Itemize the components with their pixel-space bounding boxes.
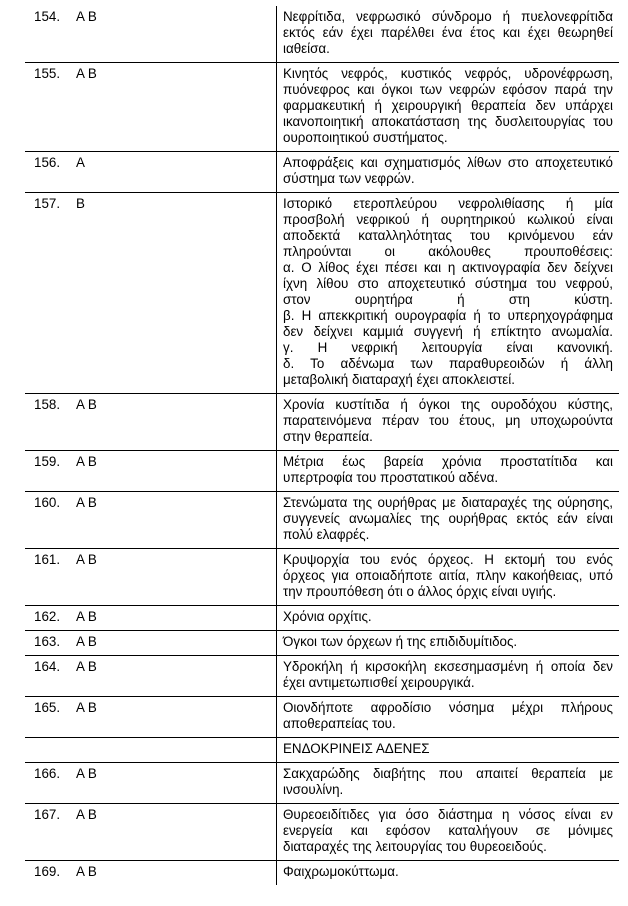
table-row <box>25 394 619 451</box>
item-code-cell <box>25 492 277 549</box>
item-description-cell <box>277 394 620 451</box>
item-categories: Α Β <box>76 659 97 674</box>
item-number: 158. <box>34 397 61 412</box>
table-row <box>25 193 619 394</box>
item-number: 160. <box>34 495 61 510</box>
item-description-cell <box>277 492 620 549</box>
criteria-table-body <box>25 6 619 885</box>
description-line: υπερτροφία του προστατικού αδένα. <box>283 470 499 485</box>
item-code-cell <box>25 656 277 697</box>
description-line: ινσουλίνη. <box>283 782 344 797</box>
item-code-cell <box>25 193 277 394</box>
item-categories: Α Β <box>76 634 97 649</box>
item-number: 163. <box>34 634 61 649</box>
item-code-cell <box>25 63 277 152</box>
description-line: συγγενείς ανωμαλίες της ουρήθρας εκτός εάν είναι <box>283 511 613 526</box>
description-line: έχει αντιμετωπισθεί χειρουργικά. <box>283 675 475 690</box>
item-code-cell <box>25 861 277 886</box>
criteria-table <box>25 6 619 885</box>
description-line: Μέτρια έως βαρεία χρόνια προστατίτιδα και <box>283 454 613 469</box>
description-line: προσβολή νεφρικού ή ουρητηρικού κωλικού είναι <box>283 212 613 227</box>
item-number: 156. <box>34 155 61 170</box>
item-categories: Α Β <box>76 9 97 24</box>
description-line: δ. Το αδένωμα των παραθυρεοιδών ή άλλη <box>283 356 613 371</box>
description-line: φαρμακευτική ή χειρουργική θεραπεία δεν υπάρχει <box>283 98 613 113</box>
table-row <box>25 763 619 804</box>
description-line: ΕΝΔΟΚΡΙΝΕΙΣ ΑΔΕΝΕΣ <box>283 741 430 756</box>
item-description-cell <box>277 549 620 606</box>
description-line: Νεφρίτιδα, νεφρωσικό σύνδρομο ή πυελονεφρίτιδα <box>283 9 613 24</box>
table-row <box>25 549 619 606</box>
description-line: ενεργεία και εφόσον καταλήγουν σε μόνιμες <box>283 823 613 838</box>
table-row <box>25 804 619 861</box>
item-number: 157. <box>34 196 61 211</box>
item-description-cell <box>277 152 620 193</box>
item-code-cell <box>25 804 277 861</box>
description-line: ιαθείσα. <box>283 41 330 56</box>
item-description-cell <box>277 63 620 152</box>
table-row <box>25 606 619 631</box>
table-row <box>25 656 619 697</box>
item-description-cell <box>277 6 620 63</box>
description-line: Κινητός νεφρός, κυστικός νεφρός, υδρονέφρωση, <box>283 66 613 81</box>
description-line: Ιστορικό ετεροπλεύρου νεφρολιθίασης ή μία <box>283 196 613 211</box>
item-description-cell <box>277 631 620 656</box>
item-categories: Α Β <box>76 807 97 822</box>
item-code-cell <box>25 549 277 606</box>
description-line: Χρόνια ορχίτις. <box>283 609 372 624</box>
item-code-cell <box>25 738 277 763</box>
description-line: ικανοποιητική αποκατάσταση της δυσλειτουργίας του <box>283 114 613 129</box>
item-description-cell <box>277 606 620 631</box>
item-number: 161. <box>34 552 61 567</box>
description-line: Κρυψορχία του ενός όρχεος. Η εκτομή του ενός <box>283 552 613 567</box>
item-description-cell <box>277 738 620 763</box>
item-number: 167. <box>34 807 61 822</box>
description-line: παρατεινόμενα πέραν του έτους, μη υποχωρούντα <box>283 413 613 428</box>
description-line: ουροποιητικού συστήματος. <box>283 130 448 145</box>
item-number: 159. <box>34 454 61 469</box>
item-description-cell <box>277 763 620 804</box>
item-categories: Α Β <box>76 609 97 624</box>
description-line: Σακχαρώδης διαβήτης που απαιτεί θεραπεία με <box>283 766 613 781</box>
description-line: Φαιχρωμοκύττωμα. <box>283 864 399 879</box>
description-line: στην θεραπεία. <box>283 429 373 444</box>
item-number: 162. <box>34 609 61 624</box>
item-code-cell <box>25 763 277 804</box>
description-line: Στενώματα της ουρήθρας με διαταραχές της ούρησης, <box>283 495 613 510</box>
item-number: 165. <box>34 700 61 715</box>
description-line: Αποφράξεις και σχηματισμός λίθων στο αποχετευτικό <box>283 155 613 170</box>
item-categories: Α Β <box>76 864 97 879</box>
description-line: Οιονδήποτε αφροδίσιο νόσημα μέχρι πλήρους <box>283 700 613 715</box>
description-line: αποθεραπείας του. <box>283 716 396 731</box>
description-line: γ. Η νεφρική λειτουργία είναι κανονική. <box>283 340 613 355</box>
item-code-cell <box>25 6 277 63</box>
item-description-cell <box>277 193 620 394</box>
description-line: β. Η απεκκριτική ουρογραφία ή το υπερηχογράφημα <box>283 308 613 323</box>
description-line: στον ουρητήρα ή στη κύστη. <box>283 292 613 307</box>
item-categories: Α Β <box>76 66 97 81</box>
table-row <box>25 738 619 763</box>
description-line: Όγκοι των όρχεων ή της επιδιδυμίτιδος. <box>283 634 518 649</box>
item-description-cell <box>277 451 620 492</box>
item-description-cell <box>277 697 620 738</box>
item-categories: Β <box>76 196 85 211</box>
item-description-cell <box>277 656 620 697</box>
description-line: πολύ ελαφρές. <box>283 527 370 542</box>
table-row <box>25 152 619 193</box>
description-line: α. Ο λίθος έχει πέσει και η ακτινογραφία δεν δείχνει <box>283 260 613 275</box>
description-line: Υδροκήλη ή κιρσοκήλη εκσεσημασμένη ή οποία δεν <box>283 659 613 674</box>
description-line: μεταβολική διαταραχή έχει αποκλειστεί. <box>283 372 515 387</box>
item-number: 166. <box>34 766 61 781</box>
table-row <box>25 63 619 152</box>
description-line: πληρούνται οι ακόλουθες προυποθέσεις: <box>283 244 613 259</box>
table-row <box>25 6 619 63</box>
table-row <box>25 451 619 492</box>
item-categories: Α Β <box>76 766 97 781</box>
item-code-cell <box>25 451 277 492</box>
item-description-cell <box>277 861 620 886</box>
item-categories: Α Β <box>76 700 97 715</box>
description-line: διαταραχές της λειτουργίας του θυρεοειδούς. <box>283 839 547 854</box>
description-line: αποδεκτά καταλληλότητας του κρινόμενου εάν <box>283 228 613 243</box>
item-categories: Α Β <box>76 552 97 567</box>
item-categories: Α Β <box>76 397 97 412</box>
item-code-cell <box>25 152 277 193</box>
item-number: 154. <box>34 9 61 24</box>
description-line: πυόνεφρος και όγκοι των νεφρών εφόσον παρά την <box>283 82 613 97</box>
description-line: εκτός εάν έχει παρέλθει ένα έτος και έχει θεωρηθεί <box>283 25 613 40</box>
item-categories: Α Β <box>76 454 97 469</box>
item-number: 155. <box>34 66 61 81</box>
item-categories: Α Β <box>76 495 97 510</box>
item-number: 164. <box>34 659 61 674</box>
item-categories: Α <box>76 155 85 170</box>
item-code-cell <box>25 606 277 631</box>
description-line: σύστημα των νεφρών. <box>283 171 415 186</box>
item-description-cell <box>277 804 620 861</box>
table-row <box>25 861 619 886</box>
item-code-cell <box>25 697 277 738</box>
table-row <box>25 631 619 656</box>
table-row <box>25 492 619 549</box>
item-number: 169. <box>34 864 61 879</box>
description-line: όρχεος για οποιαδήποτε αιτία, πλην κακοήθειας, υπό <box>283 568 613 583</box>
table-row <box>25 697 619 738</box>
item-code-cell <box>25 631 277 656</box>
description-line: ίχνη λίθου στο αποχετευτικό σύστημα του νεφρού, <box>283 276 613 291</box>
description-line: Θυρεοειδίτιδες για όσο διάστημα η νόσος είναι εν <box>283 807 613 822</box>
item-code-cell <box>25 394 277 451</box>
description-line: την προυπόθεση ότι ο άλλος όρχις είναι υγιής. <box>283 584 557 599</box>
description-line: δεν δείχνει καμμιά συγγενή ή επίκτητο ανωμαλία. <box>283 324 613 339</box>
description-line: Χρονία κυστίτιδα ή όγκοι της ουροδόχου κύστης, <box>283 397 613 412</box>
